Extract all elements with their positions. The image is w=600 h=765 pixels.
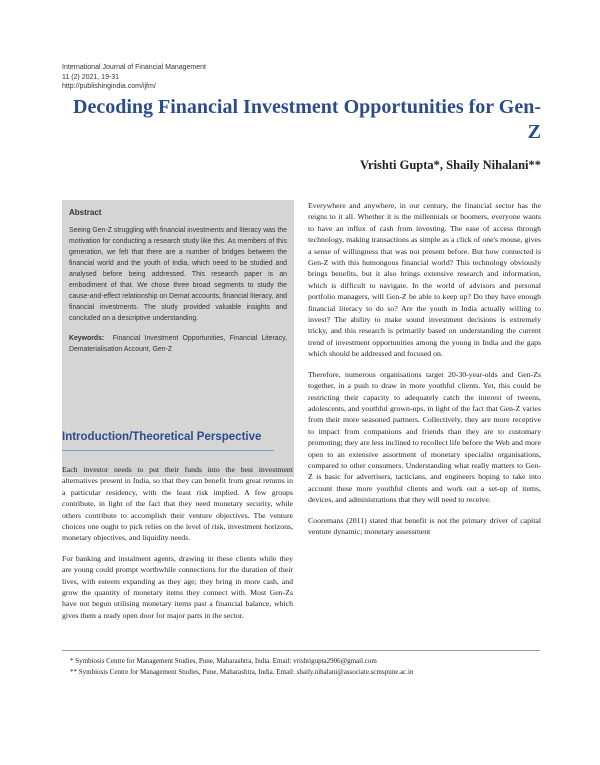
abstract-text: Seeing Gen-Z struggling with financial investments and literacy was the motivation for conducting a research study like this. As members of this generation, we felt that there are a number of bridges between the financial world and the youth of India, which need to be studied and analysed before being addressed. This research paper is an embodiment of that. We chose three broad segments to study the cause-and-effect relationship on Demat accounts, financial literacy, and financial investments. The study provided valuable insights and concluded on a descriptive understanding.: [69, 227, 287, 322]
keywords-text: Financial Investment Opportunities, Financial Literacy, Dematerialisation Account, Gen-Z: [69, 335, 287, 353]
left-paragraph-2: For banking and instalment agents, drawing in these clients while they are young could prompt worthwhile connections for the duration of their lives, with esteem expanding as they age; they bring in more cash, and grow the quantity of monetary items they connect with. Most Gen-Zs have not begun utilising monetary items past a financial balance, which gives them a ready open door for major parts in the sector.: [62, 553, 293, 620]
left-paragraph-1: Each investor needs to put their funds into the best investment alternatives present in India, so that they can benefit from great returns in a particular residency, with the least risk implied. A few groups contribute, in light of the fact that they need monetary security, while others contribute to accomplish their venture objectives. The venture choices one ought to pick relies on the level of risk, investment horizons, monetary objectives, and liquidity needs.: [62, 465, 293, 543]
section-heading: Introduction/Theoretical Perspective: [62, 431, 262, 443]
footnote-1: * Symbiosis Centre for Management Studies, Pune, Maharashtra, India. Email: vrishtigupta2906@gmail.com: [70, 657, 377, 665]
journal-url[interactable]: http://publishingindia.com/ijfm/: [62, 83, 156, 90]
footnote-rule: [62, 650, 540, 651]
abstract-heading: Abstract: [69, 208, 102, 217]
paper-title: Decoding Financial Investment Opportunities for Gen-Z: [73, 96, 541, 143]
journal-info: [62, 63, 206, 92]
section-heading-rule: [62, 450, 274, 451]
keywords-label: Keywords:: [69, 335, 105, 342]
footnotes: [62, 656, 540, 678]
right-paragraph-2: Therefore, numerous organisations target 20-30-year-olds and Gen-Zs together, in a push to draw in more youthful clients. Yet, this could be restricting their capacity to adequately catch the interest of tweens, adolescents, and youthful grown-ups, in light of the fact that Gen-Z varies from their more seasoned partners. Collectively, they are more receptive to impact from companions and friends than they are to customary promoting; they are less inclined to recollect life before the Web and more open to an extensive assortment of monetary specialist organisations, compared to other consumers. Understanding what really matters to Gen-Z is basic for advertisers, tacticians, and engineers hoping to take into account these more youthful clients and work out a set-up of items, devices, and administrations that they will need to receive.: [308, 369, 541, 505]
right-paragraph-3: Cooremans (2011) stated that benefit is not the primary driver of capital venture dynamic; monetary assessment: [308, 515, 541, 536]
right-column: [308, 200, 541, 546]
journal-name: International Journal of Financial Management: [62, 64, 206, 71]
journal-issue: 11 (2) 2021, 19-31: [62, 73, 120, 81]
keywords: [69, 333, 287, 355]
author-line: Vrishti Gupta*, Shaily Nihalani**: [359, 158, 541, 172]
footnote-2: ** Symbiosis Centre for Management Studies, Pune, Maharashtra, India. Email: shaily.nihalani@associate.scmspune.ac.in: [70, 668, 414, 676]
right-paragraph-1: Everywhere and anywhere, in our century, the financial sector has the reigns to it all. Whether it is the millennials or boomers, everyone wants to have an influx of cash from investing. The ease of access through technology, making transactions as simple as a click of one's mouse, gives a sense of willingness that was not present before. But how connected is Gen-Z with this humongous financial world? This technology obviously brings benefits, but it also brings extensive research and information, which is difficult to navigate. In the world of advisors and personal portfolio managers, will Gen-Z be able to keep up? Do they have enough financial literacy to do so? Are the youth in India actually willing to invest? The ability to make sound investment decisions is extremely tricky, and this research is primarily based on understanding the current trend of investment opportunities among the young in India and the gaps which should be addressed and focused on.: [308, 201, 541, 359]
left-column: [62, 464, 293, 630]
